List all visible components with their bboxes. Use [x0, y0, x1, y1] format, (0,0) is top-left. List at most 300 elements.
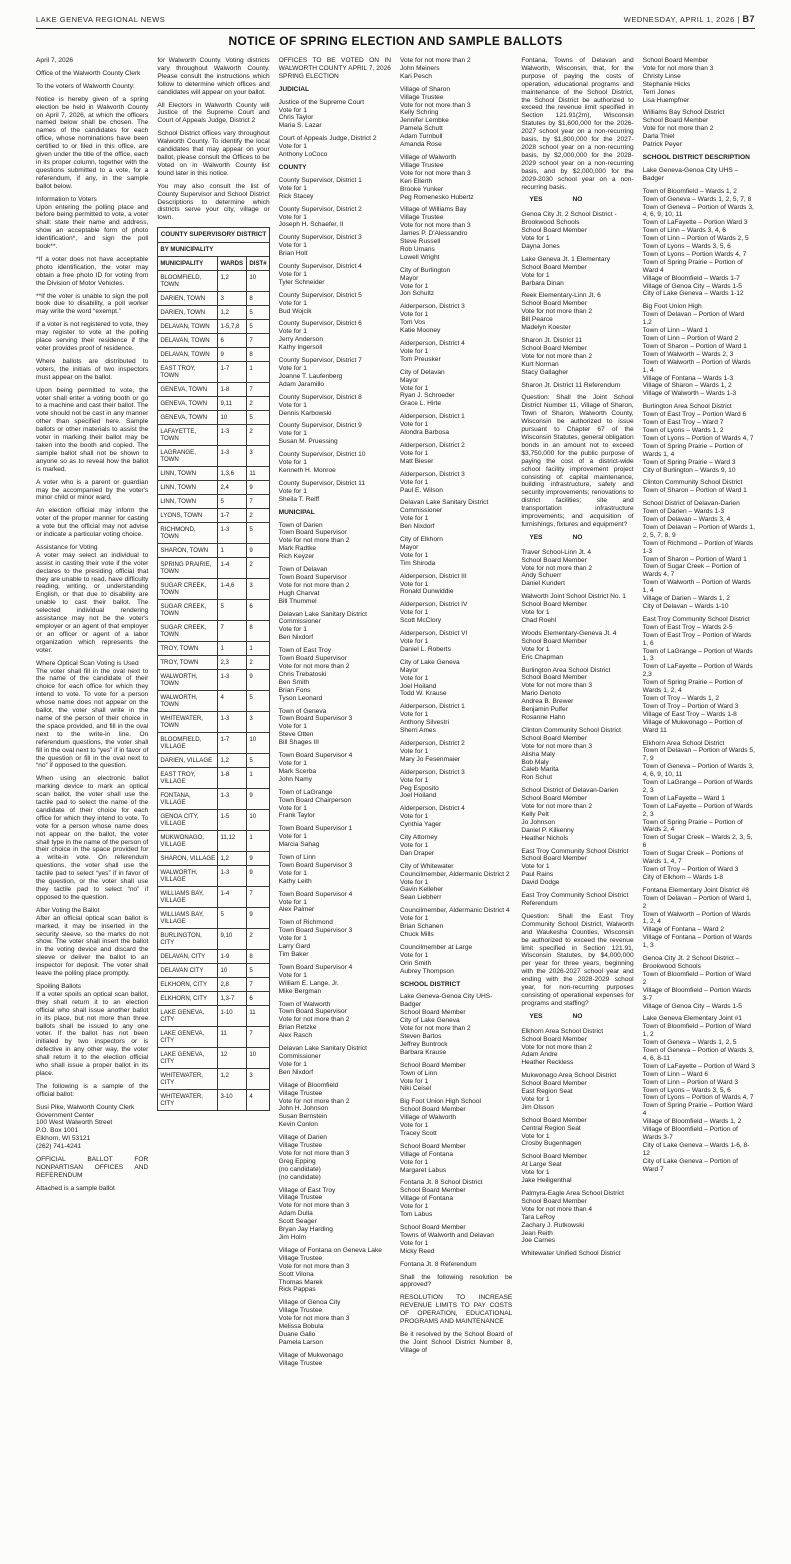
table-cell: 1-3 — [218, 788, 247, 809]
table-row — [158, 445, 269, 466]
ballot-line: Town of Geneva – Portion of Wards 3, 4, 6, 9, 10, 11 — [642, 763, 754, 779]
table-cell: TROY, TOWN — [158, 641, 218, 655]
ballot-line: Brian Retzke — [278, 1024, 317, 1032]
ballot-line: School Board Member — [521, 1153, 587, 1161]
ballot-group — [521, 382, 633, 390]
ballot-line: Maria S. Lazar — [278, 122, 322, 130]
ballot-line: Town of Bloomfield – Wards 1, 2 — [642, 187, 737, 195]
table-cell: DELAVAN, TOWN — [158, 319, 218, 333]
paragraph: The voter shall fill in the oval next to the name of the candidate of their choice for each office for which they intend to vote. To vote for a person whose name does not appear on the ballot, the voter shall write in the name of the person of their choice in the space provided, and fill in the oval next to the write-in line. On referendum questions, the voter shall fill in the oval next to “yes” if in favor of the question or fill in the oval next to “no” if opposed to the question. — [36, 667, 149, 770]
paragraph: Be it resolved by the School Board of the Joint School District Number 8, Village of — [399, 1330, 513, 1354]
ballot-line: Kathy Leith — [278, 877, 312, 885]
table-row — [158, 767, 269, 788]
table-row — [158, 830, 269, 851]
ballot-line: Mayor — [399, 543, 419, 551]
ballot-line: Village of Fontana – Ward 2 — [642, 926, 725, 934]
ballot-group — [643, 616, 755, 735]
table-cell: LYONS, TOWN — [158, 508, 218, 522]
ballot-line: Village Trustee — [278, 1359, 323, 1367]
ballot-line: Jim Olsson — [521, 1103, 554, 1111]
ballot-line: Walworth Joint School District No. 1 — [521, 593, 626, 601]
ballot-group — [400, 1224, 512, 1256]
masthead-separator: | — [737, 15, 740, 24]
ballot-line: Rick Stacey — [278, 192, 314, 200]
ballot-group — [643, 57, 755, 104]
ballot-line: Vote for 1 — [278, 898, 307, 906]
ballot-line: Alex Rasch — [278, 1032, 313, 1040]
ballot-line: William E. Lange, Jr. — [278, 979, 339, 987]
ballot-line: Gavin Kelleher — [399, 886, 444, 894]
ballot-line: Village Trustee — [399, 214, 444, 222]
ballot-line: Bill Thummel — [278, 597, 317, 605]
table-cell: 9 — [247, 543, 269, 557]
ballot-line: Marcia Sahag — [278, 841, 320, 849]
ballot-line: Grace L. Hirte — [399, 400, 442, 408]
table-row — [158, 480, 269, 494]
ballot-group — [400, 413, 512, 437]
table-cell: 1,2 — [218, 753, 247, 767]
table-cell: 6 — [247, 599, 269, 620]
table-cell: 1-7 — [218, 361, 247, 382]
table-cell: MUKWONAGO, VILLAGE — [158, 830, 218, 851]
ballot-group — [643, 500, 755, 611]
ballot-line: Joe Carnes — [521, 1237, 556, 1245]
ballot-group — [400, 703, 512, 735]
ballot-line: Vote for 1 — [399, 347, 429, 355]
ballot-line: School Board Member — [521, 795, 587, 803]
ballot-line: Vote for 1 — [278, 242, 307, 250]
table-cell: WALWORTH, TOWN — [158, 669, 218, 690]
table-cell: SUGAR CREEK, TOWN — [158, 578, 218, 599]
paragraph: (262) 741-4241 — [36, 1143, 82, 1151]
ballot-group — [643, 887, 755, 950]
ballot-group — [643, 188, 755, 299]
ballot-line: Town of Walworth — [278, 1000, 331, 1008]
ballot-line: County Supervisor, District 11 — [278, 479, 366, 487]
ballot-line: Town of East Troy — [278, 647, 332, 655]
ballot-line: Vote for not more than 3 — [278, 1315, 350, 1323]
ballot-line: Vote for 1 — [399, 813, 429, 821]
ballot-line: Kari Pesch — [399, 72, 432, 80]
ballot-line: Vote for 1 — [278, 401, 307, 409]
table-cell: 9 — [218, 347, 247, 361]
ballot-line: Town of East Troy – Portion Ward 6 — [642, 411, 747, 419]
table-row — [158, 1005, 269, 1026]
table-cell: 8 — [247, 291, 269, 305]
table-cell: 2 — [247, 557, 269, 578]
table-row — [158, 809, 269, 830]
paragraph: All Electors in Walworth County will Justice of the Supreme Court and Court of Appeals Judge, District 2 — [157, 101, 270, 125]
table-cell: 11 — [247, 466, 269, 480]
ballot-line: Vote for 1 — [399, 282, 429, 290]
ballot-line: Town Board Supervisor 4 — [278, 963, 353, 971]
ballot-line: Bill Shages III — [278, 739, 319, 747]
table-cell: 12 — [218, 1047, 247, 1068]
ballot-line: Benjamin Pulfer — [521, 706, 568, 714]
paragraph: 100 West Walworth Street — [36, 1119, 113, 1127]
ballot-group — [400, 601, 512, 625]
table-cell: 5 — [247, 753, 269, 767]
ballot-line: Margaret Labus — [399, 1166, 447, 1174]
ballot-line: Town of Troy – Portion of Ward 3 — [642, 702, 739, 710]
ballot-line: County Supervisor, District 2 — [278, 205, 362, 213]
ballot-line: Jake Heiligenthal — [521, 1177, 572, 1185]
ballot-line: Village of East Troy – Wards 1-8 — [642, 710, 737, 718]
paragraph: Fontana, Towns of Delavan and Walworth, Wisconsin, that, for the purpose of paying the costs of operation, educational programs and maintenance of the School District, the School District be authorized to exceed the revenue limit specified in Section 121.91(2m), Wisconsin Statutes by $1,600,000 for the 2026-2027 school year on a non-recurring basis, by $1,800,000 for the 2027-2028 school year on a non-recurring basis, by $2,000,000 for the 2028-2029 school year on a non-recurring basis, and by $2,000,000 for the 2029-2030 school year on a non-recurring basis. — [521, 57, 634, 191]
table-cell: 1,2 — [218, 270, 247, 291]
ballot-line: Caleb Marita — [521, 766, 559, 774]
ballot-line: Vote for 1 — [399, 711, 429, 719]
ballot-line: Tracey Scott — [399, 1129, 437, 1137]
ballot-line: Vote for 1 — [521, 1169, 550, 1177]
table-cell: 2 — [247, 396, 269, 410]
paragraph: When using an electronic ballot marking device to mark an optical scan ballot, the voter shall use the tactile pad to select the name of the candidate of their choice for each office for which they intend to vote. To vote for a person whose name does not appear on the ballot, the voter shall type in the name of the person of their choice in the space provided for a write-in vote. On referendum questions, the voter shall use the tactile pad to select “yes” if in favor of the question, or the voter shall use they tactile pad to select “no” if opposed to the question. — [36, 775, 149, 901]
ballot-line: Town of Linn – Portion of Ward 3 — [642, 1078, 739, 1086]
table-cell: 11 — [247, 1005, 269, 1026]
ballot-line: Town of LaGrange – Portion of Wards 1, 3 — [642, 647, 753, 663]
ballot-line: Chris Trebatoski — [278, 670, 327, 678]
ballot-group — [400, 57, 512, 81]
ballot-line: School Board Member — [399, 1106, 466, 1114]
ballot-line: Town Board Supervisor — [278, 655, 347, 663]
ballot-line: Steven Bartos — [399, 1032, 442, 1040]
ballot-line: Vote for 1 — [278, 299, 307, 307]
ballot-line: County Supervisor, District 8 — [278, 393, 362, 401]
ballot-line: Vote for not more than 2 — [278, 1097, 350, 1105]
ballot-line: Clinton Community School District — [642, 479, 743, 487]
masthead-page-number: B7 — [742, 14, 755, 24]
ballot-line: City of Whitewater — [399, 862, 454, 870]
table-cell: 1-8 — [218, 382, 247, 396]
table-cell: LAKE GENEVA, CITY — [158, 1026, 218, 1047]
table-cell: SPRING PRAIRIE, TOWN — [158, 557, 218, 578]
ballot-line: Ken Ellerth — [399, 177, 433, 185]
ballot-line: Kelly Schring — [399, 109, 439, 117]
table-cell: LINN, TOWN — [158, 494, 218, 508]
table-row — [158, 690, 269, 711]
ballot-line: Town of Geneva – Wards 1, 2, 5, 7, 8 — [642, 195, 752, 203]
paragraph: P.O. Box 1001 — [36, 1127, 79, 1135]
ballot-line: Tom Vos — [399, 319, 426, 327]
ballot-line: Town of Spring Prairie – Portion Ward 4 — [642, 1102, 753, 1118]
ballot-line: Todd W. Krause — [399, 690, 447, 698]
page-title: NOTICE OF SPRING ELECTION AND SAMPLE BALLOTS — [228, 34, 563, 48]
table-cell: 11,12 — [218, 830, 247, 851]
table-cell: BLOOMFIELD, TOWN — [158, 270, 218, 291]
ballot-line: Andy Schuerr — [521, 572, 562, 580]
ballot-line: Town of Geneva – Portion of Wards 3, 4, 6, 9, 10, 11 — [642, 203, 754, 219]
ballot-line: Town Board Supervisor 3 — [278, 861, 353, 869]
ballot-line: Vote for not more than 3 — [642, 64, 714, 72]
ballot-line: Town of Walworth – Portion of Wards 1, 4 — [642, 579, 751, 595]
ballot-group — [521, 1190, 633, 1245]
table-row — [158, 361, 269, 382]
table-cell: DELAVAN, TOWN — [158, 347, 218, 361]
ballot-line: Town of Sharon – Portion of Ward 1 — [642, 555, 747, 563]
ballot-line: Vote for 1 — [399, 674, 429, 682]
ballot-line: Susan M. Pruessing — [278, 438, 338, 446]
ballot-line: Adam Jaramillo — [278, 380, 325, 388]
ballot-group — [279, 1082, 391, 1129]
ballot-group — [279, 234, 391, 258]
ballot-group — [521, 787, 633, 842]
newspaper-name: LAKE GENEVA REGIONAL NEWS — [36, 15, 166, 24]
ballot-line: Lowell Wright — [399, 253, 440, 261]
ballot-group — [400, 1098, 512, 1138]
table-cell: 2 — [247, 508, 269, 522]
table-cell: 1,2 — [218, 851, 247, 865]
ballot-line: School Board Member — [399, 1009, 466, 1017]
ballot-line: Vote for not more than 2 — [399, 57, 471, 64]
ballot-line: Vote for 1 — [278, 213, 307, 221]
ballot-line: Vote for not more than 2 — [278, 1016, 350, 1024]
ballot-line: Vote for 1 — [521, 863, 550, 871]
ballot-line: Sharon Jt. District 11 Referendum — [521, 381, 621, 389]
ballot-line: Town of Delavan — [278, 566, 328, 574]
ballot-line: Town of Linn – Portion of Ward 2 — [642, 335, 739, 342]
ballot-line: Town of Geneva – Portion of Wards 3, 4, 6, 8-11 — [642, 1047, 754, 1062]
ballot-line: Village of Mukwonago – Portion of Ward 11 — [642, 718, 743, 734]
ballot-line: Councilmember, Aldermanic District 4 — [399, 907, 510, 915]
ballot-line: City of Lake Geneva – Portion of Ward 7 — [642, 1157, 738, 1173]
ballot-group — [279, 177, 391, 201]
paragraph: If a voter is not registered to vote, they may register to vote at the polling place serving their residence if the voter provides proof of residence. — [36, 321, 149, 352]
ballot-line: Vote for 1 — [399, 384, 429, 392]
ballot-line: Traver School-Linn Jt. 4 — [521, 548, 592, 556]
table-row — [158, 641, 269, 655]
table-cell: 3 — [247, 445, 269, 466]
ballot-line: Vote for 1 — [278, 430, 307, 438]
ballot-line: Town of Linn – Portion of Wards 2, 5 — [642, 235, 749, 243]
paragraph: To the voters of Walworth County: — [36, 82, 135, 90]
ballot-group — [279, 611, 391, 643]
ballot-line: Mary Jo Fesenmaier — [399, 755, 461, 763]
ballot-line: Court of Appeals Judge, District 2 — [278, 135, 377, 143]
ballot-line: Pamela Schutt — [399, 125, 443, 133]
ballot-group — [521, 593, 633, 625]
ballot-group — [400, 303, 512, 335]
ballot-line: Alondra Barbosa — [399, 429, 450, 437]
ballot-line: Elkhorn Area School District — [642, 739, 725, 747]
ballot-line: Town of Spring Prairie – Portion of Wards 2, 4 — [642, 818, 743, 834]
ballot-line: Town of Sharon – Portion of Ward 1 — [642, 487, 747, 495]
table-cell: 2,8 — [218, 977, 247, 991]
ballot-line: Town of LaGrange – Portion of Wards 2, 3 — [642, 779, 753, 794]
ballot-line: Paul E. Wilson — [399, 486, 443, 494]
paragraph: Information to Voters — [36, 195, 97, 203]
ballot-line: Vote for 1 — [278, 971, 307, 979]
ballot-line: Frank Taylor — [278, 812, 315, 820]
ballot-line: Vote for 1 — [278, 833, 307, 841]
table-cell: 5 — [218, 599, 247, 620]
ballot-line: Town Board Supervisor 4 — [278, 890, 353, 898]
ballot-line: Vote for 1 — [399, 1203, 429, 1211]
ballot-group — [521, 211, 633, 251]
ballot-line: Vote for 1 — [278, 626, 307, 634]
table-cell: 7 — [247, 382, 269, 396]
ballot-line: Mike Bergman — [278, 987, 322, 995]
column-4 — [400, 57, 512, 1360]
section-heading: MUNICIPAL — [278, 508, 315, 516]
table-header-row — [158, 256, 269, 270]
ballot-group — [279, 320, 391, 352]
table-row — [158, 963, 269, 977]
ballot-line: (no candidate) — [278, 1165, 321, 1173]
paragraph: After Voting the Ballot — [36, 906, 100, 914]
paragraph: Where ballots are distributed to voters, the initials of two inspectors must appear on the ballot. — [36, 357, 149, 381]
table-cell: 4 — [218, 690, 247, 711]
ballot-line: Delavan Lake Sanitary District Commissioner — [278, 610, 367, 626]
table-row — [158, 305, 269, 319]
ballot-line: Delavan Lake Sanitary District Commissioner — [399, 499, 489, 515]
table-cell: 2,4 — [218, 480, 247, 494]
ballot-line: Alderperson, District 2 — [399, 441, 465, 449]
ballot-line: Vote for not more than 3 — [521, 742, 593, 750]
ballot-line: Village of Walworth — [399, 153, 457, 161]
ballot-line: Anthony Silvestri — [399, 719, 450, 727]
ballot-group — [279, 99, 391, 131]
paragraph: Assistance for Voting — [36, 543, 98, 551]
ballot-line: Ronald Dunwiddie — [399, 588, 454, 596]
ballot-line: School Board Member — [521, 344, 587, 352]
ballot-line: Jean Reith — [521, 1229, 553, 1237]
ballot-line: Niki Ceisel — [399, 1085, 432, 1093]
paragraph: The following is a sample of the official ballot: — [36, 1082, 149, 1098]
ballot-line: Village Trustee — [278, 1307, 323, 1315]
ballot-line: Vote for 1 — [399, 878, 429, 886]
table-title: COUNTY SUPERVISORY DISTRICT — [158, 228, 269, 242]
ballot-line: Town of Sugar Creek – Wards 2, 3, 5, 6 — [642, 834, 753, 850]
ballot-group — [400, 907, 512, 939]
ballot-line: Tyler Schneider — [278, 278, 325, 286]
ballot-group — [400, 206, 512, 261]
table-cell: 1-7 — [218, 732, 247, 753]
ballot-group — [279, 825, 391, 849]
ballot-line: Eric Chapman — [521, 653, 564, 661]
table-row — [158, 599, 269, 620]
table-cell: 10 — [247, 270, 269, 291]
ballot-line: Ben Nixdorf — [278, 634, 314, 642]
ballot-line: Mayor — [399, 376, 419, 384]
table-cell: 5 — [247, 963, 269, 977]
ballot-group — [643, 109, 755, 149]
ballot-line: Village of Sharon – Wards 1, 2 — [642, 382, 732, 390]
ballot-group — [279, 891, 391, 915]
ballot-line: Vote for 1 — [278, 459, 307, 467]
table-cell: 6 — [247, 991, 269, 1005]
ballot-line: Lake Geneva-Genoa City UHS-Badger — [399, 993, 493, 1009]
ballot-group — [400, 1179, 512, 1219]
ballot-line: Delavan Lake Sanitary District Commissioner — [278, 1045, 367, 1060]
ballot-line: Town Board Supervisor — [278, 529, 347, 537]
ballot-line: Vote for not more than 2 — [521, 308, 593, 316]
ballot-line: Joel Hoiland — [399, 682, 437, 690]
ballot-group — [521, 1250, 633, 1258]
ballot-line: Alderperson, District 1 — [399, 413, 465, 421]
ballot-group — [400, 86, 512, 149]
ballot-line: Vote for not more than 2 — [278, 581, 350, 589]
ballot-line: Stephanie Hicks — [642, 80, 691, 88]
ballot-line: Barbara Krause — [399, 1048, 447, 1056]
table-cell: 5 — [247, 319, 269, 333]
ballot-group — [400, 863, 512, 903]
ballot-group — [279, 135, 391, 159]
table-cell: 7 — [247, 494, 269, 508]
table-cell: 7 — [247, 1026, 269, 1047]
yes-no-row — [521, 534, 633, 542]
ballot-line: Village of Fontana — [399, 1150, 454, 1158]
ballot-line: City of Elkhorn – Wards 1-8 — [642, 873, 724, 881]
table-row — [158, 1026, 269, 1047]
ballot-line: Burlington Area School District — [642, 403, 732, 411]
table-cell: 5 — [247, 305, 269, 319]
paragraph: April 7, 2026 — [36, 57, 74, 64]
table-cell: WHITEWATER, CITY — [158, 1068, 218, 1089]
ballot-line: Sharon Jt. District 11 — [521, 337, 583, 344]
ballot-line: Vote for not more than 3 — [278, 1262, 350, 1270]
ballot-line: Mayor — [399, 666, 419, 674]
ballot-line: Andrea B. Brewer — [521, 698, 574, 706]
ballot-line: Barbara Dinan — [521, 279, 564, 287]
ballot-line: Jon Schultz — [399, 290, 435, 298]
table-cell: ELKHORN, CITY — [158, 991, 218, 1005]
table-row — [158, 1089, 269, 1110]
ballot-line: Tim Baker — [278, 951, 309, 958]
table-row — [158, 543, 269, 557]
ballot-line: Town of Walworth – Wards 2, 3 — [642, 350, 734, 358]
table-cell: 9,10 — [218, 928, 247, 949]
ballot-line: Vote for not more than 3 — [399, 101, 471, 109]
ballot-group — [521, 256, 633, 288]
table-cell: GENEVA, TOWN — [158, 410, 218, 424]
ballot-group — [279, 1134, 391, 1181]
paragraph: Upon being permitted to vote, the voter shall enter a voting booth or go to a machine and cast their ballot. The vote should not be cast in any manner other than specified here. Sample ballots or other materials to assist the voter in marking their ballot may be taken into the booth and copied. The sample ballot shall not be shown to anyone so as to reveal how the ballot is marked. — [36, 386, 149, 473]
table-row — [158, 494, 269, 508]
ballot-line: Town of Linn — [399, 1069, 438, 1077]
ballot-line: Village of Fontana on Geneva Lake — [278, 1246, 382, 1254]
ballot-line: Ron Schut — [521, 774, 553, 782]
table-row — [158, 949, 269, 963]
table-cell: ELKHORN, CITY — [158, 977, 218, 991]
paragraph: Office of the Walworth County Clerk — [36, 69, 141, 77]
ballot-line: Whitewater Unified School District — [521, 1250, 621, 1258]
ballot-line: Fontana Elementary Joint District #8 — [642, 886, 749, 894]
ballot-line: At Large Seat — [521, 1161, 562, 1169]
table-cell: 1-9 — [218, 949, 247, 963]
ballot-line: Vote for 1 — [399, 776, 429, 784]
ballot-line: Vote for 1 — [399, 841, 429, 849]
ballot-line: Dan Draper — [399, 849, 435, 857]
ballot-line: Vote for 1 — [278, 106, 307, 114]
ballot-line: Town of Darien — [278, 521, 323, 529]
ballot-line: School Board Member — [521, 300, 587, 308]
ballot-line: Big Foot Union High — [642, 303, 702, 311]
table-cell: 1-5,7,8 — [218, 319, 247, 333]
ballot-line: Town of Delavan – Portion of Wards 1, 2, 5, 7, 8, 9 — [642, 523, 755, 539]
ballot-line: Sherri Ames — [399, 727, 436, 735]
column-1 — [36, 57, 148, 1198]
ballot-group — [400, 536, 512, 568]
ballot-line: Kelly Pelt — [521, 810, 549, 818]
ballot-line: Vote for not more than 3 — [278, 1202, 350, 1210]
column-header: WARDS — [218, 256, 247, 270]
paragraph: Elkhorn, WI 53121 — [36, 1135, 91, 1143]
table-cell: 10 — [247, 732, 269, 753]
ballot-line: Anthony LoCoco — [278, 151, 328, 159]
ballot-group — [400, 834, 512, 858]
ballot-line: Town Board Chairperson — [278, 796, 352, 804]
ballot-group — [279, 789, 391, 821]
